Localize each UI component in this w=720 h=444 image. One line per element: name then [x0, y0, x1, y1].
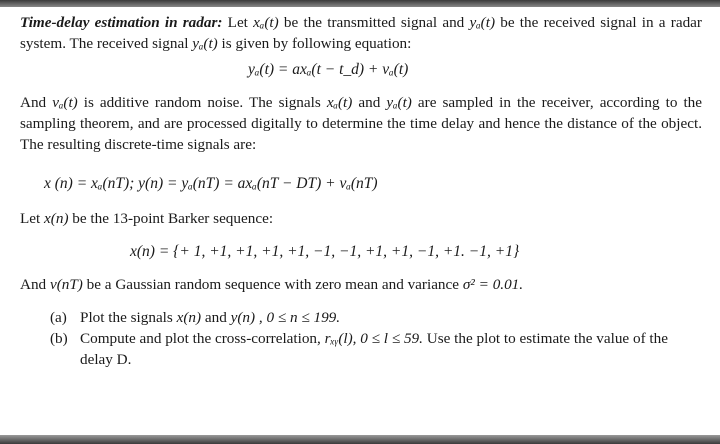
task-item-a	[50, 307, 702, 328]
noise-paragraph	[20, 92, 702, 155]
paragraph-text: be the 13-point Barker sequence:	[68, 210, 274, 227]
paragraph-text: be a Gaussian random sequence with zero mean and variance	[82, 276, 463, 293]
intro-text: Let	[222, 14, 254, 31]
discrete-signals-equation: x (n) = xₐ(nT); y(n) = yₐ(nT) = axₐ(nT − DT) + vₐ(nT)	[44, 175, 378, 192]
math-x-n: x(n)	[176, 309, 202, 326]
math-variance: σ² = 0.01.	[462, 276, 524, 293]
intro-text: be the transmitted signal and	[278, 14, 470, 31]
barker-paragraph	[20, 208, 702, 229]
math-x-n: x(n)	[44, 210, 69, 227]
math-ya-t: yₐ(t)	[469, 14, 496, 31]
bottom-border	[0, 435, 720, 444]
paragraph-text: is additive random noise. The signals	[77, 94, 327, 111]
intro-text: is given by following equation:	[217, 35, 412, 52]
math-y-n-range: y(n) , 0 ≤ n ≤ 199.	[230, 309, 341, 326]
problem-text	[20, 12, 702, 370]
task-label: (a)	[50, 309, 67, 326]
math-v-nt: v(nT)	[49, 276, 83, 293]
task-text: Compute and plot the cross-correlation, rₓᵧ(l), 0 ≤ l ≤ 59. Use the plot to estimate the value of the delay D.	[80, 330, 668, 368]
math-ya-t: yₐ(t)	[192, 35, 218, 52]
paragraph-text: And	[20, 94, 53, 111]
gaussian-paragraph	[20, 274, 702, 295]
task-item-b	[50, 328, 702, 370]
task-label: (b)	[50, 330, 68, 347]
intro-paragraph	[20, 12, 702, 54]
paragraph-text: are sampled in the receiver, according to the sampling theorem, and are processed digitally to determine the time delay and hence the distance of the object. The resulting discrete-time signals are:	[20, 94, 703, 153]
math-va-t: vₐ(t)	[52, 94, 78, 111]
math-cross-correlation: rₓᵧ(l), 0 ≤ l ≤ 59.	[324, 330, 423, 347]
task-text: Plot the signals x(n) and y(n) , 0 ≤ n ≤ 199.	[80, 309, 341, 326]
math-xa-t: xₐ(t)	[326, 94, 353, 111]
barker-sequence-equation: x(n) = {+ 1, +1, +1, +1, +1, −1, −1, +1, +1, −1, +1. −1, +1}	[130, 243, 520, 260]
paragraph-text: Let	[20, 210, 45, 227]
paragraph-text: and	[352, 94, 387, 111]
received-signal-equation: yₐ(t) = axₐ(t − t_d) + vₐ(t)	[248, 61, 409, 78]
top-border	[0, 0, 720, 7]
math-xa-t: xₐ(t)	[253, 14, 279, 31]
task-list	[50, 307, 702, 370]
intro-text: be the received signal in a radar system. The received signal	[20, 14, 702, 52]
math-ya-t: yₐ(t)	[386, 94, 412, 111]
problem-title: Time-delay estimation in radar:	[20, 14, 223, 31]
paragraph-text: And	[20, 276, 50, 293]
